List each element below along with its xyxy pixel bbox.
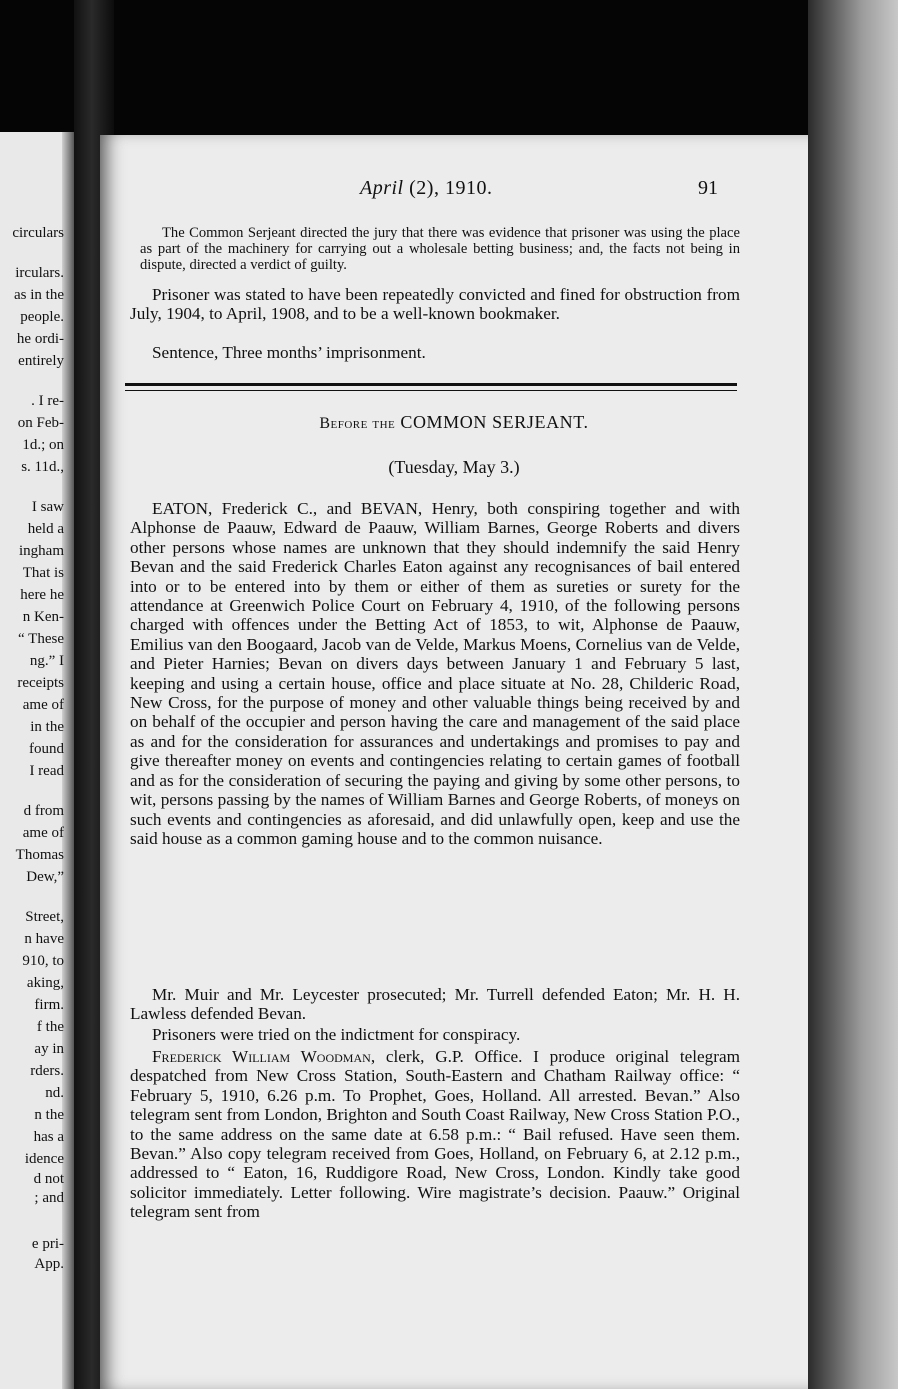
previous-page-line: circulars — [12, 225, 64, 241]
previous-page-line: nd. — [45, 1085, 64, 1101]
running-head — [100, 177, 808, 199]
previous-page-line: f the — [36, 1019, 64, 1035]
scan-background-right — [808, 0, 898, 1389]
running-head-title — [360, 177, 492, 200]
running-head-month: April — [360, 177, 404, 199]
previous-page-line: found — [29, 741, 64, 757]
convictions-paragraph: Prisoner was stated to have been repeatedly convicted and fined for obstruction from July, 1904, to April, 1908, and to be a well-known bookmaker. — [130, 285, 740, 324]
previous-page-line: That is — [22, 565, 64, 581]
previous-page-line: in the — [30, 719, 64, 735]
section-rule-thin — [125, 390, 737, 391]
verdict-paragraph: The Common Serjeant directed the jury that there was evidence that prisoner was using the place as part of the machinery for carrying out a wholesale betting business; and, the facts not being in dispute, directed a verdict of guilty. — [140, 225, 740, 273]
previous-page-line: irculars. — [15, 265, 64, 281]
previous-page-line: aking, — [26, 975, 64, 991]
previous-page-line: n Ken- — [22, 609, 64, 625]
previous-page-line: 1d.; on — [22, 437, 64, 453]
previous-page-line: people. — [20, 309, 64, 325]
previous-page-line: I saw — [31, 499, 64, 515]
witness-testimony-paragraph — [130, 1047, 740, 1222]
previous-page-line: idence — [24, 1151, 64, 1167]
section-heading — [100, 412, 808, 433]
previous-page-line: on Feb- — [17, 415, 64, 431]
previous-page-line: ingham — [19, 543, 64, 559]
previous-page-line: ame of — [22, 697, 64, 713]
previous-page-line: here he — [20, 587, 64, 603]
section-heading-prefix: Before the — [319, 415, 396, 432]
previous-page-line: firm. — [34, 997, 64, 1013]
previous-page-line: n the — [34, 1107, 64, 1123]
previous-page-line: e pri- — [31, 1236, 64, 1252]
previous-page-line: rders. — [30, 1063, 64, 1079]
previous-page-line: ame of — [22, 825, 64, 841]
counsel-paragraph: Mr. Muir and Mr. Leycester prosecuted; Mr. Turrell defended Eaton; Mr. H. H. Lawless defended Bevan. — [130, 985, 740, 1024]
previous-page-line: ay in — [34, 1041, 64, 1057]
previous-page-line: d not — [33, 1171, 64, 1187]
witness-testimony: , clerk, G.P. Office. I produce original telegram despatched from New Cross Station, South-Eastern and Chatham Railway office: “ February 5, 1910, 6.26 p.m. To Prophet, Goes, Holland. All arrested. Bevan.” Also telegram sent from London, Brighton and South Coast Railway, New Cross Station P.O., to the same address on the same date at 6.58 p.m.: “ Bail refused. Have seen them. Bevan.” Also copy telegram received from Goes, Holland, on February 6, at 2.12 p.m., addressed to “ Eaton, 16, Ruddigore Road, New Cross, London. Kindly take good solicitor immediately. Letter following. Wire magistrate’s decision. Paauw.” Original telegram sent from — [130, 1047, 740, 1222]
running-head-date: (2), 1910. — [403, 177, 493, 199]
previous-page-line: Street, — [25, 909, 64, 925]
previous-page-line: ; and — [34, 1190, 64, 1206]
previous-page-line: . I re- — [31, 393, 64, 409]
section-heading-court: COMMON SERJEANT. — [395, 412, 589, 432]
previous-page-line: d from — [23, 803, 64, 819]
witness-name: Frederick William Woodman — [152, 1047, 371, 1066]
page-number: 91 — [698, 177, 718, 199]
previous-page-line: as in the — [14, 287, 64, 303]
previous-page-line: I read — [29, 763, 64, 779]
previous-page-line: Thomas — [15, 847, 64, 863]
previous-page-line: receipts — [17, 675, 64, 691]
session-date: (Tuesday, May 3.) — [388, 457, 520, 477]
indictment-paragraph: EATON, Frederick C., and BEVAN, Henry, both conspiring together and with Alphonse de Paauw, Edward de Paauw, William Barnes, George Roberts and divers other persons whose names are unknown that they should indemnify the said Henry Bevan and the said Frederick Charles Eaton against any recognisances of bail entered into or to be entered into by them or either of them as sureties or surety for the attendance at Greenwich Police Court on February 4, 1910, of the following persons charged with offences under the Betting Act of 1853, to wit, Alphonse de Paauw, Emilius van den Boogaard, Jacob van de Velde, Markus Moens, Cornelius van de Velde, and Pieter Harnies; Bevan on divers days between January 1 and February 5 last, keeping and using a certain house, office and place situate at No. 28, Childeric Road, New Cross, for the purpose of money and other valuable things being received by and on behalf of the occupier and person having the care and management of the said place as and for the consideration for assurances and undertakings and promises to pay and give thereafter money on events and contingencies relating to certain games of football and as for the consideration of securing the paying and giving by some other persons, to wit, persons passing by the names of William Barnes and George Roberts, of moneys on such events and contingencies as aforesaid, and did unlawfully open, keep and use the said house as a common gaming house and to the common nuisance. — [130, 499, 740, 848]
previous-page-line: n have — [24, 931, 64, 947]
previous-page-line: s. 11d., — [21, 459, 64, 475]
previous-page-line: Dew,” — [26, 869, 64, 885]
previous-page-line: 910, to — [22, 953, 64, 969]
previous-page-line: held a — [27, 521, 64, 537]
previous-page-line: “ These — [18, 631, 64, 647]
trial-note-paragraph: Prisoners were tried on the indictment for conspiracy. — [152, 1025, 521, 1044]
previous-page-line: has a — [33, 1129, 64, 1145]
sentence-paragraph: Sentence, Three months’ imprisonment. — [152, 343, 426, 362]
previous-page-line: he ordi- — [16, 331, 64, 347]
previous-page-line: entirely — [18, 353, 64, 369]
previous-page-line: ng.” I — [29, 653, 64, 669]
previous-page-line: App. — [34, 1256, 64, 1272]
book-page — [100, 135, 808, 1389]
section-rule-thick — [125, 383, 737, 386]
previous-page-fragment — [0, 132, 74, 1389]
